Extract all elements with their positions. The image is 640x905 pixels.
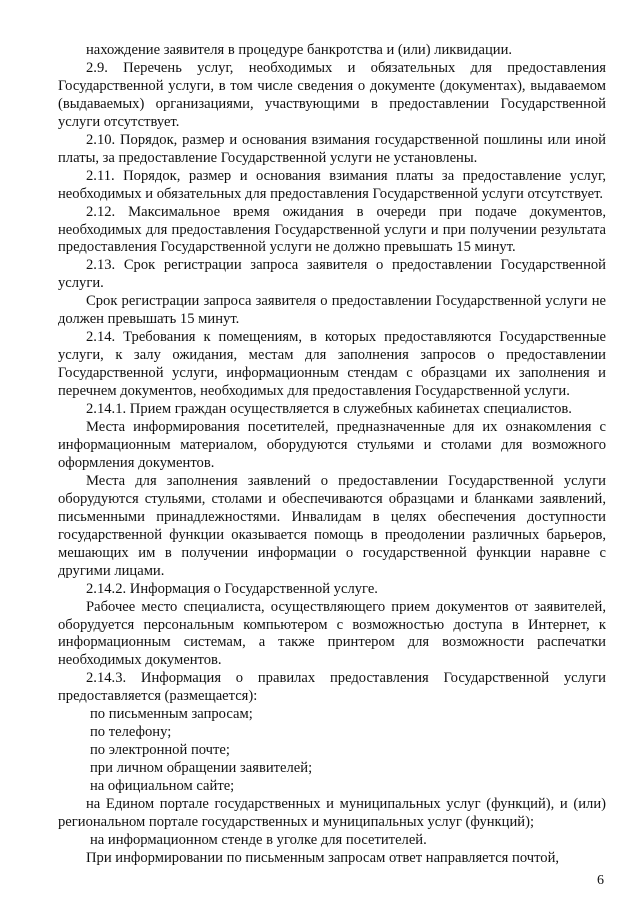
list-item: по письменным запросам;: [90, 706, 253, 723]
page-number: 6: [597, 873, 604, 888]
paragraph-2-14-3: 2.14.3. Информация о правилах предоставления Государственной услуги предоставляется (размещается):: [58, 670, 606, 705]
paragraph-2-14: 2.14. Требования к помещениям, в которых предоставляются Государственные услуги, к залу ожидания, местам для заполнения запросов о предоставлении Государственной услуги, информационным стендам с образцами их заполнения и перечнем документов, необходимых для предоставления Государственной услуги.: [58, 329, 606, 400]
list-item: по электронной почте;: [90, 742, 230, 759]
paragraph-2-12: 2.12. Максимальное время ожидания в очереди при подаче документов, необходимых для предоставления Государственной услуги и при получении результата предоставления Государственной услуги не должно превышать 15 минут.: [58, 203, 606, 256]
paragraph-last: При информировании по письменным запросам ответ направляется почтой,: [86, 849, 560, 866]
paragraph: нахождение заявителя в процедуре банкротства и (или) ликвидации.: [86, 42, 513, 58]
list-item: на информационном стенде в уголке для посетителей.: [90, 831, 427, 848]
paragraph-2-14-1: 2.14.1. Прием граждан осуществляется в служебных кабинетах специалистов.: [86, 401, 572, 418]
paragraph-2-11: 2.11. Порядок, размер и основания взимания платы за предоставление услуг, необходимых и обязательных для предоставления Государственной услуги отсутствует.: [58, 167, 606, 202]
paragraph-2-14-2: 2.14.2. Информация о Государственной услуге.: [86, 580, 378, 597]
paragraph-registration-term: Срок регистрации запроса заявителя о предоставлении Государственной услуги не должен превышать 15 минут.: [58, 293, 606, 328]
paragraph-portal: на Едином портале государственных и муниципальных услуг (функций), и (или) региональном портале государственных и муниципальных услуг (функций);: [58, 796, 606, 830]
paragraph-info-places: Места информирования посетителей, предназначенные для их ознакомления с информационным материалом, оборудуются стульями и столами для возможного оформления документов.: [58, 419, 606, 471]
list-item: по телефону;: [90, 724, 172, 741]
paragraph-2-9: 2.9. Перечень услуг, необходимых и обязательных для предоставления Государственной услуги, в том числе сведения о документе (документах), выдаваемом (выдаваемых) организациями, участвующими в предоставлении Государственной услуги отсутствует.: [58, 59, 606, 130]
paragraph-form-places: Места для заполнения заявлений о предоставлении Государственной услуги оборудуются стульями, столами и обеспечиваются образцами и бланками заявлений, письменными принадлежностями. Инвалидам в целях обеспечения доступности государственной функции оказывается помощь в преодолении различных барьеров, мешающих им в получении информации о государственной функции наравне с другими лицами.: [58, 472, 606, 579]
list-item: на официальном сайте;: [90, 778, 235, 795]
body-text: [58, 42, 606, 868]
paragraph-2-10: 2.10. Порядок, размер и основания взимания государственной пошлины или иной платы, за предоставление Государственной услуги не установлены.: [58, 131, 606, 166]
list-item: при личном обращении заявителей;: [90, 760, 313, 777]
paragraph-workplace: Рабочее место специалиста, осуществляющего прием документов от заявителей, оборудуется персональным компьютером с возможностью доступа в Интернет, к информационным системам, а также принтером для возможности распечатки необходимых документов.: [58, 598, 606, 669]
paragraph-2-13: 2.13. Срок регистрации запроса заявителя о предоставлении Государственной услуги.: [58, 257, 606, 292]
